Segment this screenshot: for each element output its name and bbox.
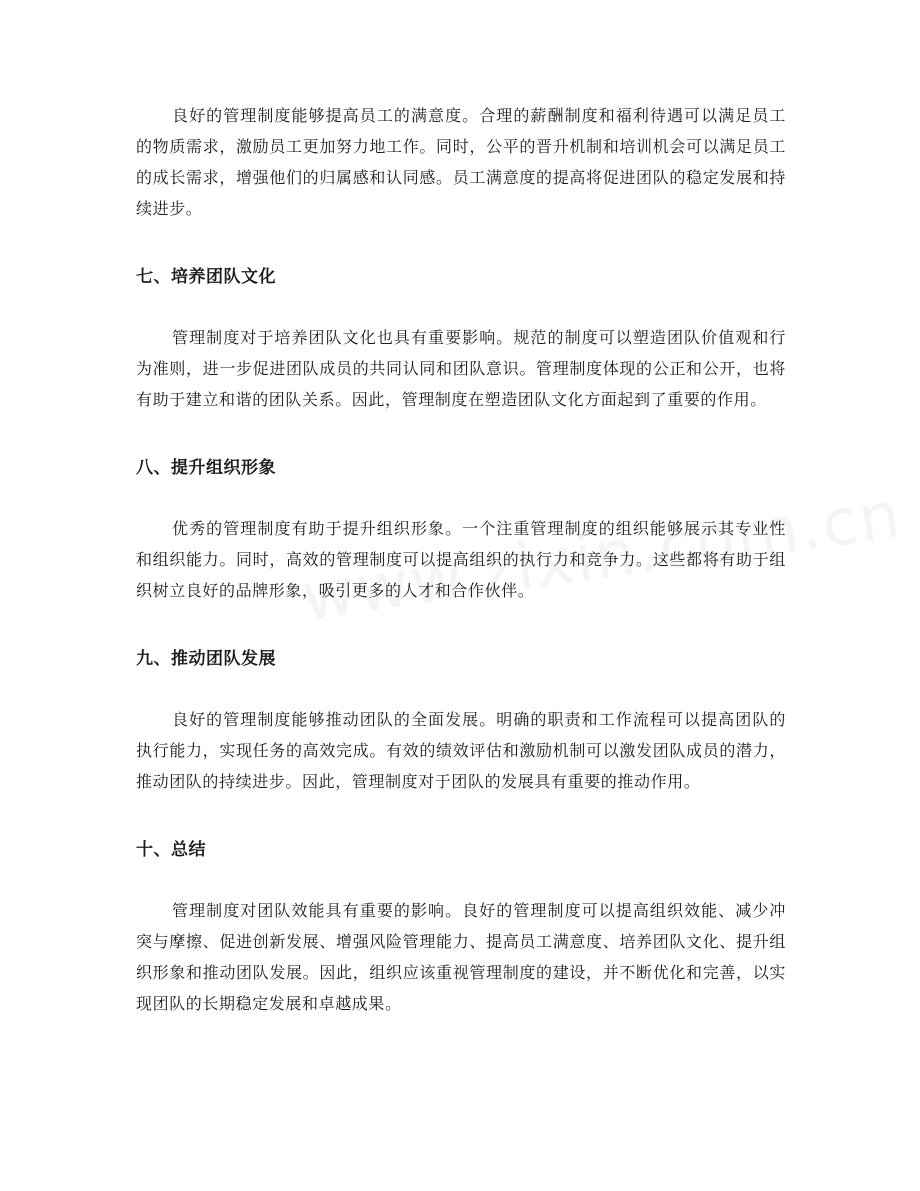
section-heading-9: 九、推动团队发展 — [136, 649, 276, 669]
section-heading-8: 八、提升组织形象 — [136, 458, 276, 478]
section-paragraph-10: 管理制度对团队效能具有重要的影响。良好的管理制度可以提高组织效能、减少冲突与摩擦、促进创新发展、增强风险管理能力、提高员工满意度、培养团队文化、提升组织形象和推动团队发展。因此，组织应该重视管理制度的建设，并不断优化和完善，以实现团队的长期稳定发展和卓越成果。 — [136, 901, 786, 1013]
section-paragraph-7: 管理制度对于培养团队文化也具有重要影响。规范的制度可以塑造团队价值观和行为准则，进一步促进团队成员的共同认同和团队意识。管理制度体现的公正和公开，也将有助于建立和谐的团队关系。因此，管理制度在塑造团队文化方面起到了重要的作用。 — [136, 328, 786, 409]
section-paragraph-8: 优秀的管理制度有助于提升组织形象。一个注重管理制度的组织能够展示其专业性和组织能力。同时，高效的管理制度可以提高组织的执行力和竞争力。这些都将有助于组织树立良好的品牌形象，吸引更多的人才和合作伙伴。 — [136, 519, 786, 600]
section-heading-7: 七、培养团队文化 — [136, 267, 276, 287]
section-heading-10: 十、总结 — [136, 840, 206, 860]
intro-paragraph: 良好的管理制度能够提高员工的满意度。合理的薪酬制度和福利待遇可以满足员工的物质需求，激励员工更加努力地工作。同时，公平的晋升机制和培训机会可以满足员工的成长需求，增强他们的归属感和认同感。员工满意度的提高将促进团队的稳定发展和持续进步。 — [136, 106, 786, 218]
document-body — [136, 100, 786, 1019]
section-paragraph-9: 良好的管理制度能够推动团队的全面发展。明确的职责和工作流程可以提高团队的执行能力，实现任务的高效完成。有效的绩效评估和激励机制可以激发团队成员的潜力，推动团队的持续进步。因此，管理制度对于团队的发展具有重要的推动作用。 — [136, 710, 786, 791]
